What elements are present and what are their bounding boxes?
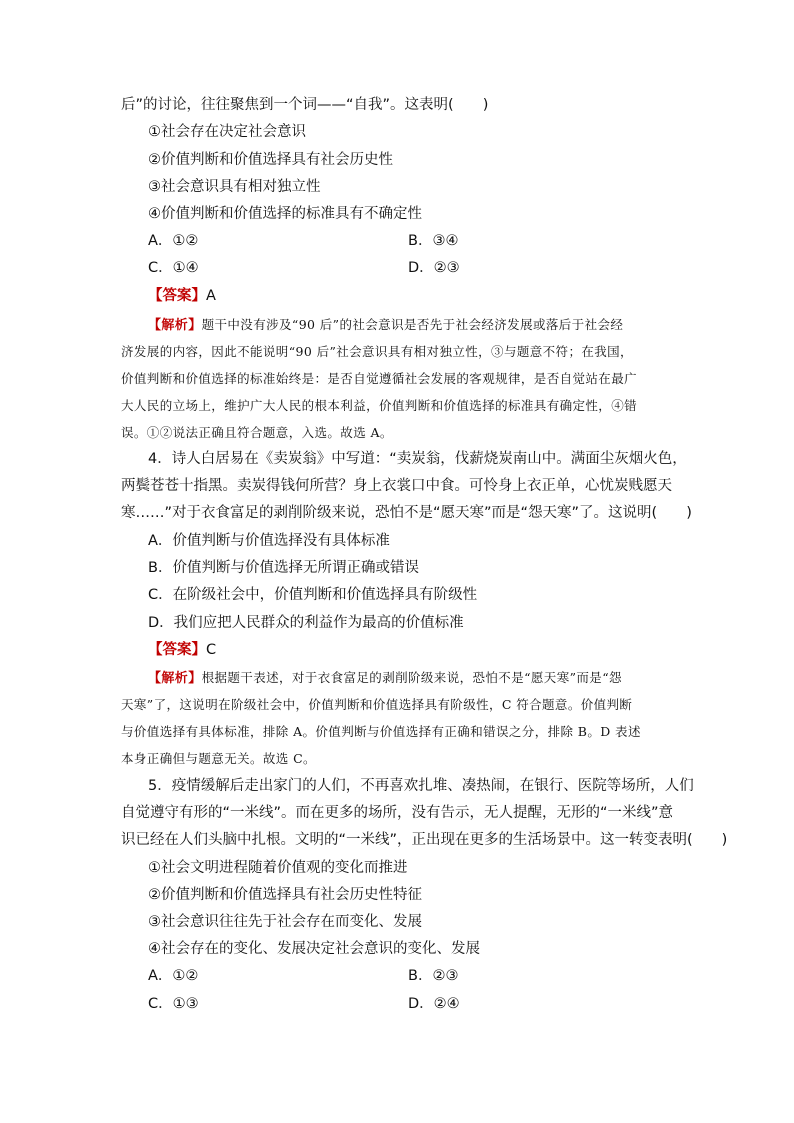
q5-item-1: ①社会文明进程随着价值观的变化而推进 [148,860,408,876]
q4-option-c: C．在阶级社会中，价值判断和价值选择具有阶级性 [148,587,478,603]
q5-options-row-1 [148,966,588,986]
q4-option-b: B．价值判断与价值选择无所谓正确或错误 [148,560,419,576]
q5-stem-line-1: 5．疫情缓解后走出家门的人们，不再喜欢扎堆、凑热闹，在银行、医院等场所，人们 [148,778,694,794]
q3-item-2: ②价值判断和价值选择具有社会历史性 [148,152,393,168]
q5-stem-line-3: 识已经在人们头脑中扎根。文明的“一米线”，正出现在更多的生活场景中。这一转变表明( ) [121,832,728,848]
q3-option-b: B．③④ [408,233,459,249]
q5-stem-line-2: 自觉遵守有形的“一米线”。而在更多的场所，没有告示，无人提醒，无形的“一米线”意 [121,805,674,821]
q3-stem-tail: 后”的讨论，往往聚焦到一个词——“自我”。这表明( ) [121,97,489,113]
q3-options-row-1 [148,231,588,251]
q3-item-4: ④价值判断和价值选择的标准具有不确定性 [148,206,422,222]
q4-analysis-line-1 [148,668,622,689]
q5-options-row-2 [148,994,588,1014]
q4-stem-line-2: 两鬓苍苍十指黑。卖炭得钱何所营？身上衣裳口中食。可怜身上衣正单，心忧炭贱愿天 [121,478,672,494]
q5-option-d: D．②④ [408,996,460,1012]
q3-options-row-2 [148,258,588,278]
q4-stem-line-3: 寒……”对于衣食富足的剥削阶级来说，恐怕不是“愿天寒”而是“怨天寒”了。这说明( ) [121,505,692,521]
q5-option-b: B．②③ [408,968,459,984]
q4-analysis-line-2: 天寒”了，这说明在阶级社会中，价值判断和价值选择具有阶级性，C 符合题意。价值判断 [121,697,633,712]
q3-analysis-label: 【解析】 [148,318,202,333]
q5-option-a: A．①② [148,968,199,984]
q4-option-a: A．价值判断与价值选择没有具体标准 [148,533,390,549]
q4-answer-label: 【答案】 [148,642,206,658]
q4-analysis-line-3: 与价值选择有具体标准，排除 A。价值判断与价值选择有正确和错误之分，排除 B。D 表述 [121,724,641,739]
q3-analysis-line-2: 济发展的内容，因此不能说明“90 后”社会意识具有相对独立性，③与题意不符；在我国， [121,344,633,359]
q5-item-3: ③社会意识往往先于社会存在而变化、发展 [148,914,422,930]
q4-analysis-label: 【解析】 [148,671,202,686]
q3-analysis-line-4: 大人民的立场上，维护广大人民的根本利益，价值判断和价值选择的标准具有确定性，④错 [121,398,638,413]
q3-answer [148,286,216,306]
q3-option-a: A．①② [148,233,199,249]
q5-option-c: C．①③ [148,996,199,1012]
q3-analysis-line-5: 误。①②说法正确且符合题意，入选。故选 A。 [121,425,393,440]
q5-item-2: ②价值判断和价值选择具有社会历史性特征 [148,887,422,903]
q3-answer-value: A [206,288,216,304]
q3-analysis-line-3: 价值判断和价值选择的标准始终是：是否自觉遵循社会发展的客观规律，是否自觉站在最广 [121,371,638,386]
q4-analysis-text-1: 根据题干表述，对于衣食富足的剥削阶级来说，恐怕不是“愿天寒”而是“怨 [201,670,622,685]
q4-option-d: D．我们应把人民群众的利益作为最高的价值标准 [148,615,464,631]
q4-analysis-line-4: 本身正确但与题意无关。故选 C。 [121,751,316,766]
q3-option-d: D．②③ [408,260,460,276]
q5-item-4: ④社会存在的变化、发展决定社会意识的变化、发展 [148,941,480,957]
q3-option-c: C．①④ [148,260,199,276]
q3-item-3: ③社会意识具有相对独立性 [148,179,321,195]
q4-answer [148,640,216,660]
q3-analysis-line-1 [148,315,623,336]
q4-stem-line-1: 4．诗人白居易在《卖炭翁》中写道：“卖炭翁，伐薪烧炭南山中。满面尘灰烟火色， [148,451,687,467]
q3-item-1: ①社会存在决定社会意识 [148,124,306,140]
q3-answer-label: 【答案】 [148,288,206,304]
q3-analysis-text-1: 题干中没有涉及“90 后”的社会意识是否先于社会经济发展或落后于社会经 [201,317,624,332]
q4-answer-value: C [206,642,217,658]
